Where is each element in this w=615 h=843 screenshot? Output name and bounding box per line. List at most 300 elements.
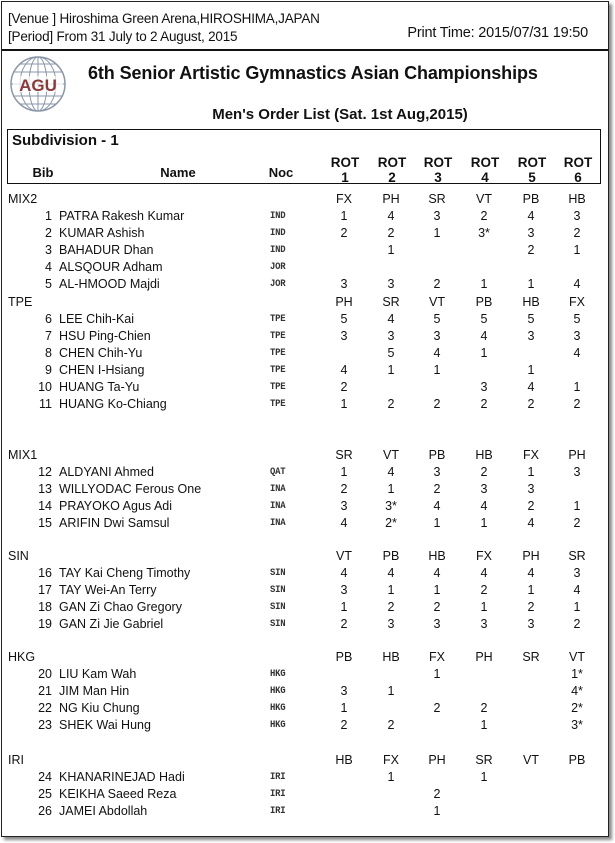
apparatus-label: PH <box>568 448 586 462</box>
athlete-noc: TPE <box>270 347 286 359</box>
rotation-header-3 <box>418 155 458 185</box>
rotation-order-cell: 3 <box>480 482 488 496</box>
apparatus-label: FX <box>569 295 585 309</box>
rotation-order-cell: 2 <box>433 787 441 801</box>
athlete-row <box>2 312 608 329</box>
athlete-noc: SIN <box>270 584 286 596</box>
rotation-order-cell: 3 <box>480 380 488 394</box>
athlete-noc: SIN <box>270 567 286 579</box>
rotation-order-cell: 1 <box>480 718 488 732</box>
rotation-order-cell: 5 <box>480 312 488 326</box>
athlete-row <box>2 787 608 804</box>
agu-globe-logo-icon <box>8 54 68 114</box>
subdivision-header <box>7 129 601 184</box>
rotation-header-4 <box>465 155 505 185</box>
apparatus-label: SR <box>382 295 400 309</box>
rotation-order-cell: 2 <box>340 617 348 631</box>
rotation-order-cell: 2 <box>433 397 441 411</box>
athlete-row <box>2 226 608 243</box>
athlete-noc: INA <box>270 500 286 512</box>
athlete-noc: HKG <box>270 668 286 680</box>
athlete-name: CHEN Chih-Yu <box>59 346 143 360</box>
athlete-name: ARIFIN Dwi Samsul <box>59 516 170 530</box>
rotation-order-cell: 3 <box>387 329 395 343</box>
print-time: Print Time: 2015/07/31 19:50 <box>407 25 588 41</box>
rotation-order-cell: 4 <box>387 312 395 326</box>
athlete-bib: 26 <box>38 804 52 818</box>
rotation-order-cell: 3 <box>480 617 488 631</box>
championship-title: 6th Senior Artistic Gymnastics Asian Championships <box>88 63 538 83</box>
athlete-name: NG Kiu Chung <box>59 701 140 715</box>
athlete-name: HSU Ping-Chien <box>59 329 151 343</box>
group-header-row <box>2 650 608 667</box>
athlete-bib: 4 <box>45 260 52 274</box>
rotation-order-cell: 5 <box>340 312 348 326</box>
apparatus-label: SR <box>522 650 540 664</box>
athlete-name: PATRA Rakesh Kumar <box>59 209 185 223</box>
rotation-order-cell: 3 <box>573 566 581 580</box>
rotation-order-cell: 2* <box>571 701 583 715</box>
athlete-row <box>2 346 608 363</box>
rotation-order-cell: 1 <box>340 465 348 479</box>
rotation-order-cell: 1 <box>340 209 348 223</box>
rotation-order-cell: 5 <box>527 312 535 326</box>
athlete-noc: TPE <box>270 381 286 393</box>
rotation-order-cell: 3 <box>340 684 348 698</box>
apparatus-label: HB <box>428 549 446 563</box>
athlete-noc: SIN <box>270 618 286 630</box>
rotation-order-cell: 1 <box>433 363 441 377</box>
rotation-order-cell: 1 <box>387 482 395 496</box>
apparatus-label: VT <box>476 192 492 206</box>
rotation-order-cell: 2 <box>433 277 441 291</box>
apparatus-label: VT <box>523 753 539 767</box>
athlete-bib: 22 <box>38 701 52 715</box>
rotation-order-cell: 1 <box>387 684 395 698</box>
rotation-order-cell: 4 <box>573 583 581 597</box>
athlete-row <box>2 397 608 414</box>
athlete-name: GAN Zi Chao Gregory <box>59 600 182 614</box>
athlete-name: PRAYOKO Agus Adi <box>59 499 173 513</box>
rotation-order-cell: 3 <box>340 499 348 513</box>
athlete-bib: 1 <box>45 209 52 223</box>
group-label: IRI <box>8 753 24 767</box>
athlete-bib: 7 <box>45 329 52 343</box>
athlete-noc: TPE <box>270 313 286 325</box>
rotation-header-6 <box>558 155 598 185</box>
rotation-order-cell: 4 <box>527 566 535 580</box>
rotation-number: 5 <box>528 170 536 185</box>
rotation-order-cell: 4 <box>480 566 488 580</box>
athlete-bib: 14 <box>38 499 52 513</box>
apparatus-label: PB <box>475 295 493 309</box>
apparatus-label: FX <box>476 549 492 563</box>
athlete-noc: JOR <box>270 278 286 290</box>
athlete-name: ALDYANI Ahmed <box>59 465 154 479</box>
rotation-order-cell: 2 <box>340 380 348 394</box>
rotation-order-cell: 5 <box>433 312 441 326</box>
rotation-order-cell: 2 <box>387 600 395 614</box>
rotation-order-cell: 1 <box>433 226 441 240</box>
athlete-name: SHEK Wai Hung <box>59 718 151 732</box>
rotation-order-cell: 1 <box>527 583 535 597</box>
athlete-noc: INA <box>270 517 286 529</box>
apparatus-label: PH <box>335 295 353 309</box>
rotation-order-cell: 4 <box>527 380 535 394</box>
apparatus-label: FX <box>523 448 539 462</box>
rotation-order-cell: 5 <box>573 312 581 326</box>
rotation-number: 6 <box>574 170 582 185</box>
rotation-order-cell: 2 <box>433 600 441 614</box>
athlete-name: HUANG Ta-Yu <box>59 380 140 394</box>
col-noc: Noc <box>268 165 294 180</box>
apparatus-label: PH <box>382 192 400 206</box>
apparatus-label: HB <box>335 753 353 767</box>
athlete-noc: IND <box>270 227 286 239</box>
rotation-order-cell: 2 <box>340 482 348 496</box>
rotation-header-5 <box>512 155 552 185</box>
rotation-order-cell: 3 <box>387 617 395 631</box>
rotation-order-cell: 1 <box>480 600 488 614</box>
rotation-order-cell: 1 <box>480 346 488 360</box>
athlete-bib: 23 <box>38 718 52 732</box>
athlete-bib: 24 <box>38 770 52 784</box>
rotation-order-cell: 3 <box>573 465 581 479</box>
rotation-order-cell: 4 <box>573 346 581 360</box>
apparatus-label: HB <box>568 192 586 206</box>
athlete-row <box>2 804 608 821</box>
rotation-order-cell: 1 <box>387 363 395 377</box>
rotation-order-cell: 3 <box>340 329 348 343</box>
rotation-order-cell: 3* <box>571 718 583 732</box>
col-name: Name <box>160 165 196 180</box>
athlete-row <box>2 684 608 701</box>
athlete-row <box>2 770 608 787</box>
rotation-order-cell: 3 <box>573 329 581 343</box>
rotation-order-cell: 2 <box>573 617 581 631</box>
period-line: [Period] From 31 July to 2 August, 2015 <box>8 29 238 44</box>
rotation-order-cell: 2 <box>433 701 441 715</box>
athlete-name: CHEN I-Hsiang <box>59 363 145 377</box>
group-header-row <box>2 192 608 209</box>
athlete-noc: TPE <box>270 398 286 410</box>
group-header-row <box>2 448 608 465</box>
athlete-bib: 8 <box>45 346 52 360</box>
apparatus-label: PH <box>428 753 446 767</box>
athlete-bib: 6 <box>45 312 52 326</box>
rotation-order-cell: 1 <box>340 397 348 411</box>
rotation-order-cell: 1* <box>571 667 583 681</box>
rotation-label: ROT <box>517 155 547 170</box>
rotation-order-cell: 1 <box>527 465 535 479</box>
rotation-order-cell: 2 <box>433 482 441 496</box>
athlete-noc: INA <box>270 483 286 495</box>
header-divider <box>2 49 608 51</box>
rotation-order-cell: 3 <box>433 209 441 223</box>
rotation-order-cell: 1 <box>573 600 581 614</box>
rotation-order-cell: 2 <box>480 397 488 411</box>
athlete-name: BAHADUR Dhan <box>59 243 154 257</box>
rotation-label: ROT <box>377 155 407 170</box>
athlete-bib: 15 <box>38 516 52 530</box>
rotation-order-cell: 4* <box>571 684 583 698</box>
rotation-order-cell: 3 <box>387 277 395 291</box>
athlete-row <box>2 701 608 718</box>
rotation-label: ROT <box>330 155 360 170</box>
rotation-order-cell: 2 <box>573 397 581 411</box>
group-label: HKG <box>8 650 36 664</box>
group-iri <box>2 753 608 821</box>
athlete-row <box>2 600 608 617</box>
athlete-name: LEE Chih-Kai <box>59 312 135 326</box>
rotation-order-cell: 3 <box>573 209 581 223</box>
rotation-order-cell: 3* <box>478 226 490 240</box>
rotation-order-cell: 2 <box>340 718 348 732</box>
rotation-order-cell: 4 <box>480 499 488 513</box>
apparatus-label: PB <box>568 753 586 767</box>
rotation-order-cell: 1 <box>527 363 535 377</box>
rotation-label: ROT <box>563 155 593 170</box>
apparatus-label: VT <box>569 650 585 664</box>
svg-text:AGU: AGU <box>19 76 57 95</box>
rotation-label: ROT <box>470 155 500 170</box>
athlete-row <box>2 329 608 346</box>
athlete-noc: HKG <box>270 719 286 731</box>
order-list-page <box>1 1 609 837</box>
apparatus-label: PH <box>522 549 540 563</box>
athlete-noc: IRI <box>270 788 286 800</box>
rotation-order-cell: 1 <box>433 516 441 530</box>
rotation-number: 4 <box>481 170 489 185</box>
rotation-order-cell: 3 <box>340 277 348 291</box>
rotation-order-cell: 1 <box>433 583 441 597</box>
rotation-order-cell: 3 <box>527 617 535 631</box>
rotation-order-cell: 3 <box>433 617 441 631</box>
rotation-order-cell: 2* <box>385 516 397 530</box>
rotation-order-cell: 2 <box>480 465 488 479</box>
athlete-row <box>2 363 608 380</box>
rotation-order-cell: 3 <box>340 583 348 597</box>
athlete-row <box>2 277 608 294</box>
rotation-order-cell: 1 <box>527 277 535 291</box>
rotation-order-cell: 2 <box>527 499 535 513</box>
rotation-order-cell: 4 <box>387 209 395 223</box>
group-label: MIX1 <box>8 448 38 462</box>
apparatus-label: HB <box>382 650 400 664</box>
athlete-name: KEIKHA Saeed Reza <box>59 787 177 801</box>
athlete-bib: 13 <box>38 482 52 496</box>
athlete-noc: TPE <box>270 364 286 376</box>
apparatus-label: VT <box>383 448 399 462</box>
athlete-name: KHANARINEJAD Hadi <box>59 770 185 784</box>
rotation-order-cell: 1 <box>433 804 441 818</box>
athlete-name: KUMAR Ashish <box>59 226 145 240</box>
group-header-row <box>2 549 608 566</box>
apparatus-label: HB <box>475 448 493 462</box>
apparatus-label: PB <box>382 549 400 563</box>
athlete-bib: 5 <box>45 277 52 291</box>
rotation-order-cell: 4 <box>340 566 348 580</box>
venue-line: [Venue ] Hiroshima Green Arena,HIROSHIMA,JAPAN <box>8 11 320 26</box>
rotation-order-cell: 4 <box>480 329 488 343</box>
rotation-number: 2 <box>388 170 396 185</box>
group-header-row <box>2 753 608 770</box>
athlete-bib: 2 <box>45 226 52 240</box>
group-mix2 <box>2 192 608 294</box>
rotation-order-cell: 2 <box>527 397 535 411</box>
athlete-bib: 9 <box>45 363 52 377</box>
rotation-order-cell: 2 <box>387 397 395 411</box>
athlete-noc: JOR <box>270 261 286 273</box>
athlete-name: JIM Man Hin <box>59 684 130 698</box>
apparatus-label: PH <box>475 650 493 664</box>
athlete-noc: IND <box>270 244 286 256</box>
rotation-order-cell: 2 <box>340 226 348 240</box>
athlete-name: WILLYODAC Ferous One <box>59 482 202 496</box>
group-header-row <box>2 295 608 312</box>
athlete-row <box>2 465 608 482</box>
athlete-bib: 19 <box>38 617 52 631</box>
group-label: TPE <box>8 295 33 309</box>
rotation-order-cell: 1 <box>480 516 488 530</box>
athlete-row <box>2 566 608 583</box>
apparatus-label: SR <box>428 192 446 206</box>
col-bib: Bib <box>32 165 54 180</box>
rotation-order-cell: 1 <box>387 770 395 784</box>
athlete-row <box>2 209 608 226</box>
rotation-order-cell: 1 <box>387 583 395 597</box>
rotation-order-cell: 3* <box>385 499 397 513</box>
athlete-bib: 12 <box>38 465 52 479</box>
athlete-name: ALSQOUR Adham <box>59 260 163 274</box>
athlete-bib: 11 <box>39 397 52 411</box>
athlete-row <box>2 482 608 499</box>
athlete-row <box>2 667 608 684</box>
athlete-name: LIU Kam Wah <box>59 667 137 681</box>
rotation-order-cell: 4 <box>340 363 348 377</box>
subdivision-label: Subdivision - 1 <box>12 132 119 149</box>
athlete-noc: TPE <box>270 330 286 342</box>
group-mix1 <box>2 448 608 533</box>
rotation-label: ROT <box>423 155 453 170</box>
rotation-order-cell: 1 <box>433 667 441 681</box>
rotation-number: 3 <box>434 170 442 185</box>
rotation-order-cell: 3 <box>527 226 535 240</box>
athlete-bib: 10 <box>38 380 52 394</box>
rotation-order-cell: 5 <box>387 346 395 360</box>
rotation-number: 1 <box>341 170 349 185</box>
athlete-bib: 18 <box>38 600 52 614</box>
rotation-order-cell: 2 <box>387 718 395 732</box>
rotation-order-cell: 3 <box>527 329 535 343</box>
apparatus-label: PB <box>428 448 446 462</box>
group-sin <box>2 549 608 634</box>
rotation-order-cell: 1 <box>573 380 581 394</box>
athlete-row <box>2 718 608 735</box>
athlete-name: TAY Kai Cheng Timothy <box>59 566 191 580</box>
athlete-noc: HKG <box>270 702 286 714</box>
rotation-order-cell: 1 <box>573 243 581 257</box>
rotation-order-cell: 3 <box>527 482 535 496</box>
group-label: SIN <box>8 549 29 563</box>
rotation-header-1 <box>325 155 365 185</box>
rotation-order-cell: 2 <box>573 516 581 530</box>
apparatus-label: PB <box>522 192 540 206</box>
athlete-bib: 20 <box>38 667 52 681</box>
group-tpe <box>2 295 608 414</box>
athlete-bib: 25 <box>38 787 52 801</box>
athlete-row <box>2 516 608 533</box>
group-label: MIX2 <box>8 192 38 206</box>
apparatus-label: FX <box>383 753 399 767</box>
rotation-order-cell: 1 <box>573 499 581 513</box>
rotation-order-cell: 4 <box>573 277 581 291</box>
rotation-order-cell: 2 <box>573 226 581 240</box>
athlete-name: AL-HMOOD Majdi <box>59 277 160 291</box>
athlete-noc: IRI <box>270 805 286 817</box>
rotation-order-cell: 2 <box>527 243 535 257</box>
rotation-order-cell: 2 <box>480 209 488 223</box>
athlete-row <box>2 583 608 600</box>
athlete-noc: HKG <box>270 685 286 697</box>
rotation-order-cell: 1 <box>480 277 488 291</box>
athlete-name: GAN Zi Jie Gabriel <box>59 617 164 631</box>
rotation-order-cell: 4 <box>527 516 535 530</box>
athlete-row <box>2 260 608 277</box>
rotation-order-cell: 2 <box>480 701 488 715</box>
athlete-noc: SIN <box>270 601 286 613</box>
rotation-order-cell: 4 <box>527 209 535 223</box>
athlete-name: TAY Wei-An Terry <box>59 583 157 597</box>
athlete-noc: IRI <box>270 771 286 783</box>
group-hkg <box>2 650 608 735</box>
rotation-order-cell: 4 <box>433 499 441 513</box>
rotation-order-cell: 4 <box>387 566 395 580</box>
rotation-order-cell: 4 <box>433 566 441 580</box>
rotation-order-cell: 3 <box>433 465 441 479</box>
apparatus-label: SR <box>335 448 353 462</box>
apparatus-label: SR <box>568 549 586 563</box>
apparatus-label: FX <box>336 192 352 206</box>
rotation-order-cell: 2 <box>480 583 488 597</box>
rotation-order-cell: 1 <box>340 701 348 715</box>
rotation-order-cell: 1 <box>480 770 488 784</box>
athlete-row <box>2 243 608 260</box>
rotation-order-cell: 4 <box>433 346 441 360</box>
rotation-order-cell: 3 <box>433 329 441 343</box>
apparatus-label: HB <box>522 295 540 309</box>
athlete-bib: 16 <box>38 566 52 580</box>
rotation-order-cell: 4 <box>340 516 348 530</box>
athlete-row <box>2 380 608 397</box>
rotation-header-2 <box>372 155 412 185</box>
apparatus-label: FX <box>429 650 445 664</box>
athlete-noc: IND <box>270 210 286 222</box>
apparatus-label: SR <box>475 753 493 767</box>
athlete-row <box>2 499 608 516</box>
athlete-row <box>2 617 608 634</box>
athlete-bib: 17 <box>38 583 52 597</box>
rotation-order-cell: 2 <box>387 226 395 240</box>
rotation-order-cell: 1 <box>387 243 395 257</box>
rotation-order-cell: 2 <box>527 600 535 614</box>
apparatus-label: VT <box>336 549 352 563</box>
rotation-order-cell: 1 <box>340 600 348 614</box>
athlete-noc: QAT <box>270 466 286 478</box>
rotation-order-cell: 4 <box>387 465 395 479</box>
athlete-name: HUANG Ko-Chiang <box>59 397 167 411</box>
athlete-bib: 3 <box>45 243 52 257</box>
